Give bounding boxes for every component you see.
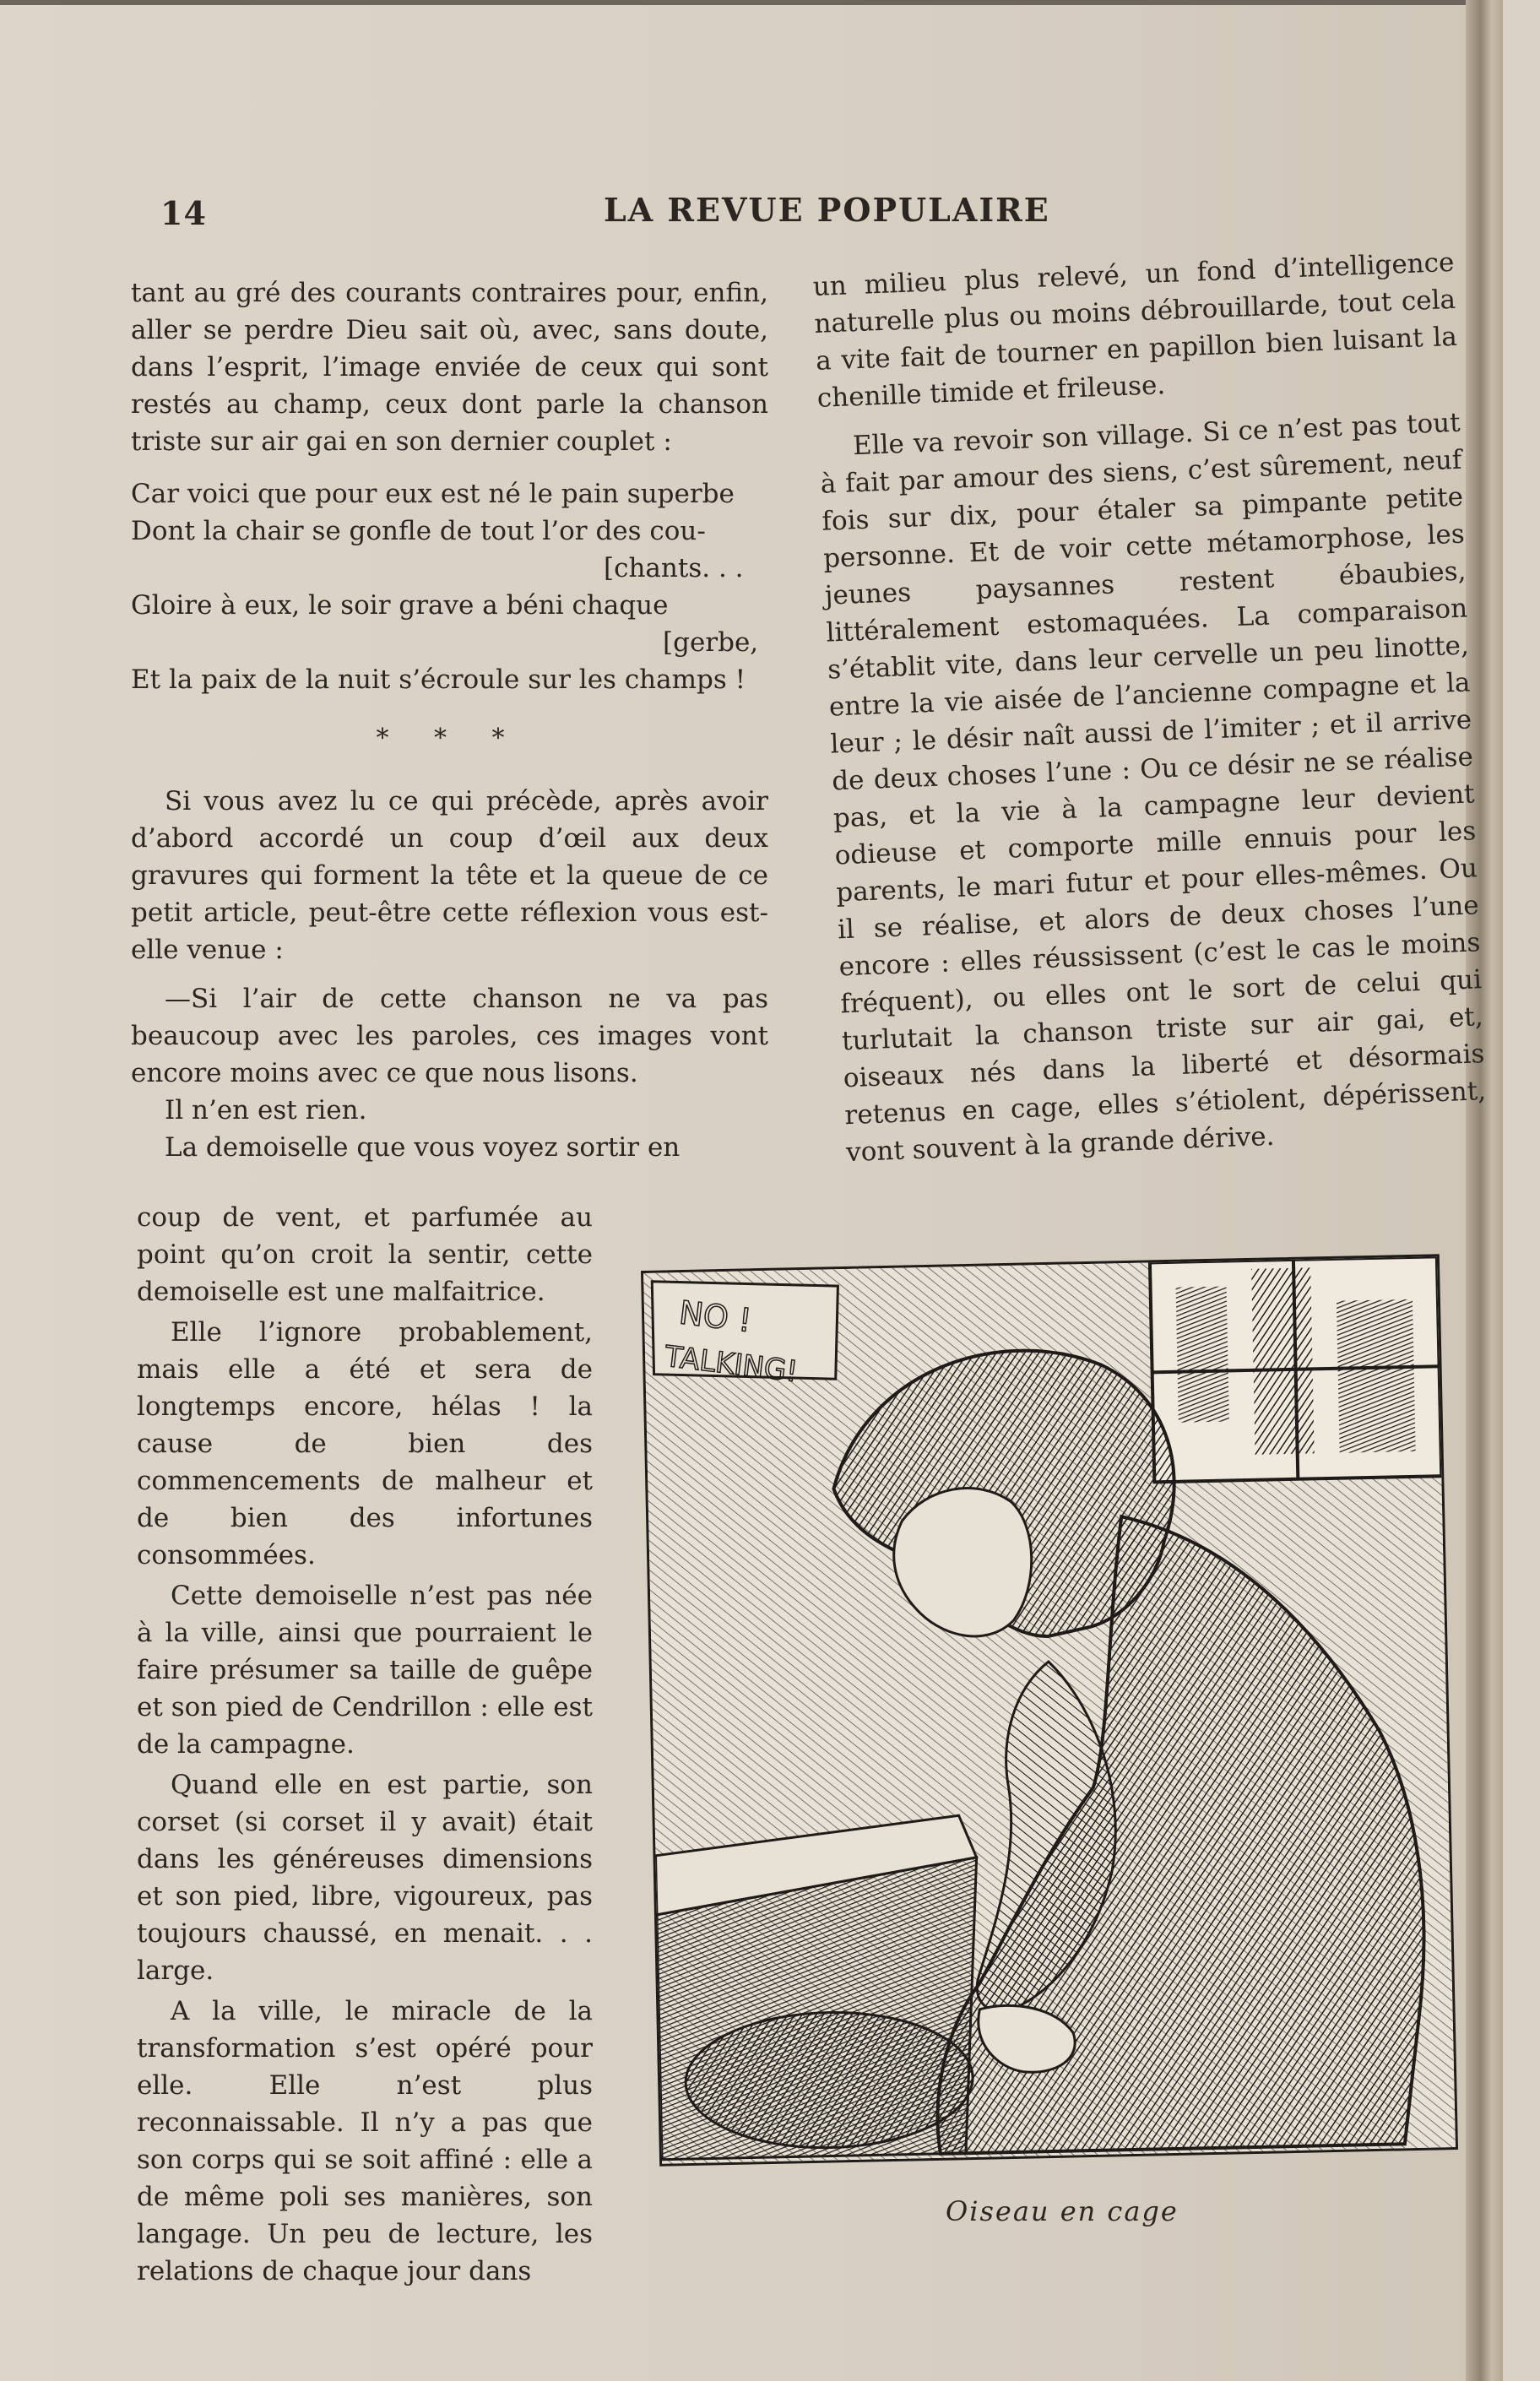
verse-line: [chants. . . [604, 553, 744, 583]
song-verse [131, 475, 768, 698]
body-paragraph: Cette demoiselle n’est pas née à la ville, ainsi que pourraient le faire présumer sa taille de guêpe et son pied de Cendrillon : elle est de la campagne. [137, 1581, 593, 1760]
page-header [127, 186, 1461, 236]
desk [655, 1815, 983, 2160]
body-paragraph: un milieu plus relevé, un fond d’intelligence naturelle plus ou moins débrouillarde, tout cela a vite fait de tourner en papillon bien luisant la chenille timide et frileuse. [812, 247, 1458, 414]
svg-text:TALKING!: TALKING! [663, 1339, 800, 1390]
verse-line: Dont la chair se gonfle de tout l’or des cou- [131, 516, 706, 546]
engraving-illustration [641, 1254, 1458, 2167]
binding-edge [1466, 0, 1503, 2381]
section-separator: * * * [376, 724, 523, 753]
illustration-figure [650, 1262, 1444, 2153]
body-paragraph: Elle l’ignore probablement, mais elle a été et sera de longtemps encore, hélas ! la cause de bien des commencements de malheur et de bien des infortunes consommées. [137, 1317, 593, 1570]
body-paragraph: Quand elle en est partie, son corset (si corset il y avait) était dans les généreuses dimensions et son pied, libre, vigoureux, pas toujours chaussé, en menait. . . large. [137, 1770, 593, 1986]
body-paragraph: A la ville, le miracle de la transformation s’est opéré pour elle. Elle n’est plus reconnaissable. Il n’y a pas que son corps qui se soit affiné : elle a de même poli ses manières, son langage. Un peu de lecture, les relations de chaque jour dans [137, 1996, 593, 2286]
no-talking-sign [652, 1277, 840, 1391]
right-column [812, 244, 1488, 1183]
verse-line: [gerbe, [663, 627, 759, 658]
left-column [131, 274, 768, 1166]
body-paragraph: La demoiselle que vous voyez sortir en [165, 1132, 681, 1163]
verse-line: Et la paix de la nuit s’écroule sur les champs ! [131, 664, 746, 695]
window-view [1150, 1256, 1441, 1482]
verse-line: Gloire à eux, le soir grave a béni chaque [131, 590, 669, 621]
body-paragraph: Elle va revoir son village. Si ce n’est pas tout à fait par amour des siens, c’est sûrement, neuf fois sur dix, pour étaler sa pimpante petite personne. Et de voir cette métamorphose, les jeunes paysannes restent ébaubies, littéralement estomaquées. La comparaison s’établit vite, dans leur cervelle un peu linotte, entre la vie aisée de l’ancienne compagne et la leur ; le désir naît aussi de l’imiter ; et il arrive de deux choses l’une : Ou ce désir ne se réalise pas, et la vie à la campagne leur devient odieuse et comporte mille ennuis pour les parents, le mari futur et pour elles-mêmes. Ou il se réalise, et alors de deux choses l’une encore : elles réussissent (c’est le cas le moins fréquent), ou elles ont le sort de celui qui turlutait la chanson triste sur air gai, et, oiseaux nés dans la liberté et désormais retenus en cage, elles s’étiolent, dépérissent, vont souvent à la grande dérive. [820, 407, 1487, 1169]
svg-text:NO !: NO ! [677, 1294, 754, 1340]
body-paragraph: Si vous avez lu ce qui précède, après avoir d’abord accordé un coup d’œil aux deux gravures qui forment la tête et la queue de ce petit article, peut-être cette réflexion vous est-elle venue : [131, 786, 768, 965]
body-paragraph: —Si l’air de cette chanson ne va pas beaucoup avec les paroles, ces images vont encore moins avec ce que nous lisons. [131, 984, 768, 1088]
engraving-drawing [643, 1256, 1456, 2163]
intro-paragraph: tant au gré des courants contraires pour, enfin, aller se perdre Dieu sait où, avec, sans doute, dans l’esprit, l’image enviée de ceux qui sont restés au champ, ceux dont parle la chanson triste sur air gai en son dernier couplet : [131, 278, 768, 457]
running-title: LA REVUE POPULAIRE [604, 191, 1050, 229]
body-paragraph: Il n’en est rien. [165, 1095, 367, 1125]
figure-caption: Oiseau en cage [946, 2195, 1179, 2227]
page-number: 14 [160, 194, 207, 232]
narrow-column [137, 1199, 593, 2293]
body-paragraph: coup de vent, et parfumée au point qu’on croit la sentir, cette demoiselle est une malfaitrice. [137, 1202, 593, 1307]
verse-line: Car voici que pour eux est né le pain superbe [131, 479, 735, 509]
top-border [0, 0, 1486, 5]
